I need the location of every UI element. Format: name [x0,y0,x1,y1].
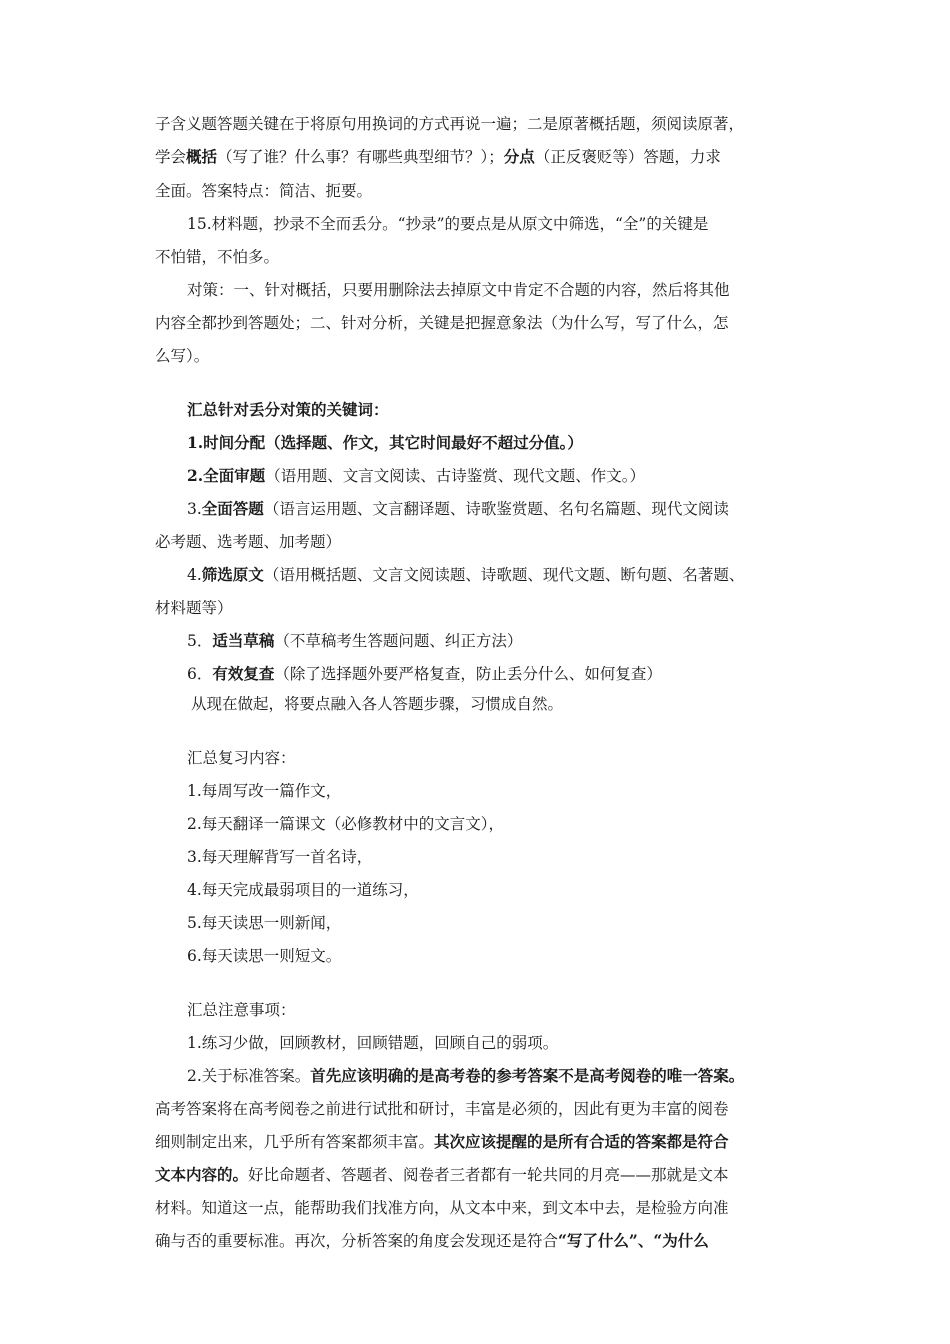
text-line [155,531,341,553]
text-span: 么写）。 [155,347,210,365]
heading-text: 汇总注意事项： [187,1001,296,1019]
text-span: 材料。知道这一点，能帮助我们找准方向，从文本中来，到文本中去，是检验方向准 [155,1199,729,1217]
text-line [155,1197,729,1219]
keyword-item [187,432,583,454]
text-span: 6.每天读思一则短文。 [187,947,342,965]
text-span: （语用题、文言文阅读、古诗鉴赏、现代文题、作文。） [265,467,645,485]
keyword-item [187,564,744,586]
text-line [155,345,209,367]
note-item [187,1032,558,1054]
text-line [187,213,708,235]
bold-text: “写了什么”、“为什么 [558,1231,709,1250]
text-span: 不怕错，不怕多。 [155,248,280,266]
text-span: （正反褒贬等）答题，力求 [534,148,721,166]
list-item [187,846,372,868]
text-line [155,1164,729,1186]
bold-text: 有效复查 [212,664,275,683]
text-line [187,279,730,301]
bold-text: 2.全面审题 [187,466,266,485]
text-span: 6． [187,665,213,683]
section-title-review [187,747,296,769]
text-span: 内容全都抄到答题处；二、针对分析，关键是把握意象法（为什么写，写了什么，怎 [155,314,729,332]
text-span: 2.每天翻译一篇课文（必修教材中的文言文）， [187,815,505,833]
text-span: 4. [187,566,202,584]
heading-text: 汇总针对丢分对策的关键词： [187,400,389,419]
list-item [187,945,341,967]
bold-text: 全面答题 [201,499,264,518]
list-item [187,780,341,802]
text-line [155,246,279,268]
heading-text: 汇总复习内容： [187,749,296,767]
list-item [187,813,504,835]
text-line [155,1098,729,1120]
bold-text: 适当草稿 [212,631,275,650]
text-span: 学会 [155,148,187,166]
text-line [155,180,372,202]
text-line [155,1230,709,1252]
keyword-item [187,465,645,487]
text-span: 3. [187,500,202,518]
text-span: 材料题等） [155,599,233,617]
text-span: （除了选择题外要严格复查，防止丢分什么、如何复查） [274,665,662,683]
bold-text: 筛选原文 [201,565,264,584]
text-span: 1.每周写改一篇作文， [187,782,342,800]
section-title-notes [187,999,296,1021]
text-span: 2.关于标准答案。 [187,1067,311,1085]
text-span: 4.每天完成最弱项目的一道练习， [187,881,419,899]
text-span: （语言运用题、文言翻译题、诗歌鉴赏题、名句名篇题、现代文阅读 [263,500,729,518]
text-span: 全面。答案特点：简洁、扼要。 [155,182,373,200]
text-span: 确与否的重要标准。再次，分析答案的角度会发现还是符合 [155,1232,559,1250]
text-line [155,1131,729,1153]
text-span: （不草稿考生答题问题、纠正方法） [274,632,523,650]
list-item [187,912,341,934]
text-span: 15.材料题，抄录不全而丢分。“抄录”的要点是从原文中筛选，“全”的关键是 [187,215,709,233]
text-line [155,113,744,135]
text-span: 对策：一、针对概括，只要用删除法去掉原文中肯定不合题的内容，然后将其他 [187,281,730,299]
text-line [155,312,729,334]
bold-text: 1.时间分配（选择题、作文，其它时间最好不超过分值。） [187,433,583,452]
text-span: 5.每天读思一则新闻， [187,914,342,932]
keyword-item [187,630,522,652]
text-span: 细则制定出来，几乎所有答案都须丰富。 [155,1133,435,1151]
note-item [187,1065,744,1087]
bold-text: 文本内容的。 [155,1165,249,1184]
bold-text: 其次应该提醒的是所有合适的答案都是符合 [434,1132,729,1151]
text-line [155,146,721,168]
bold-text: 概括 [186,147,218,166]
keyword-item [187,663,662,685]
text-span: 从现在做起，将要点融入各人答题步骤，习惯成自然。 [191,695,564,713]
text-span: 1.练习少做，回顾教材，回顾错题，回顾自己的弱项。 [187,1034,559,1052]
text-span: 5． [187,632,213,650]
text-span: （写了谁？什么事？有哪些典型细节？）； [217,148,504,166]
bold-text: 分点 [503,147,535,166]
keyword-item [187,498,729,520]
text-span: 必考题、选考题、加考题） [155,533,342,551]
text-span: 高考答案将在高考阅卷之前进行试批和研讨，丰富是必须的，因此有更为丰富的阅卷 [155,1100,729,1118]
list-item [187,879,419,901]
text-span: 子含义题答题关键在于将原句用换词的方式再说一遍；二是原著概括题，须阅读原著， [155,115,745,133]
section-title-keywords [187,399,389,421]
text-span: （语用概括题、文言文阅读题、诗歌题、现代文题、断句题、名著题、 [263,566,745,584]
text-span: 好比命题者、答题者、阅卷者三者都有一轮共同的月亮——那就是文本 [248,1166,729,1184]
text-line [191,693,563,715]
text-line [155,597,233,619]
text-span: 3.每天理解背写一首名诗， [187,848,373,866]
bold-text: 首先应该明确的是高考卷的参考答案不是高考阅卷的唯一答案。 [310,1066,745,1085]
